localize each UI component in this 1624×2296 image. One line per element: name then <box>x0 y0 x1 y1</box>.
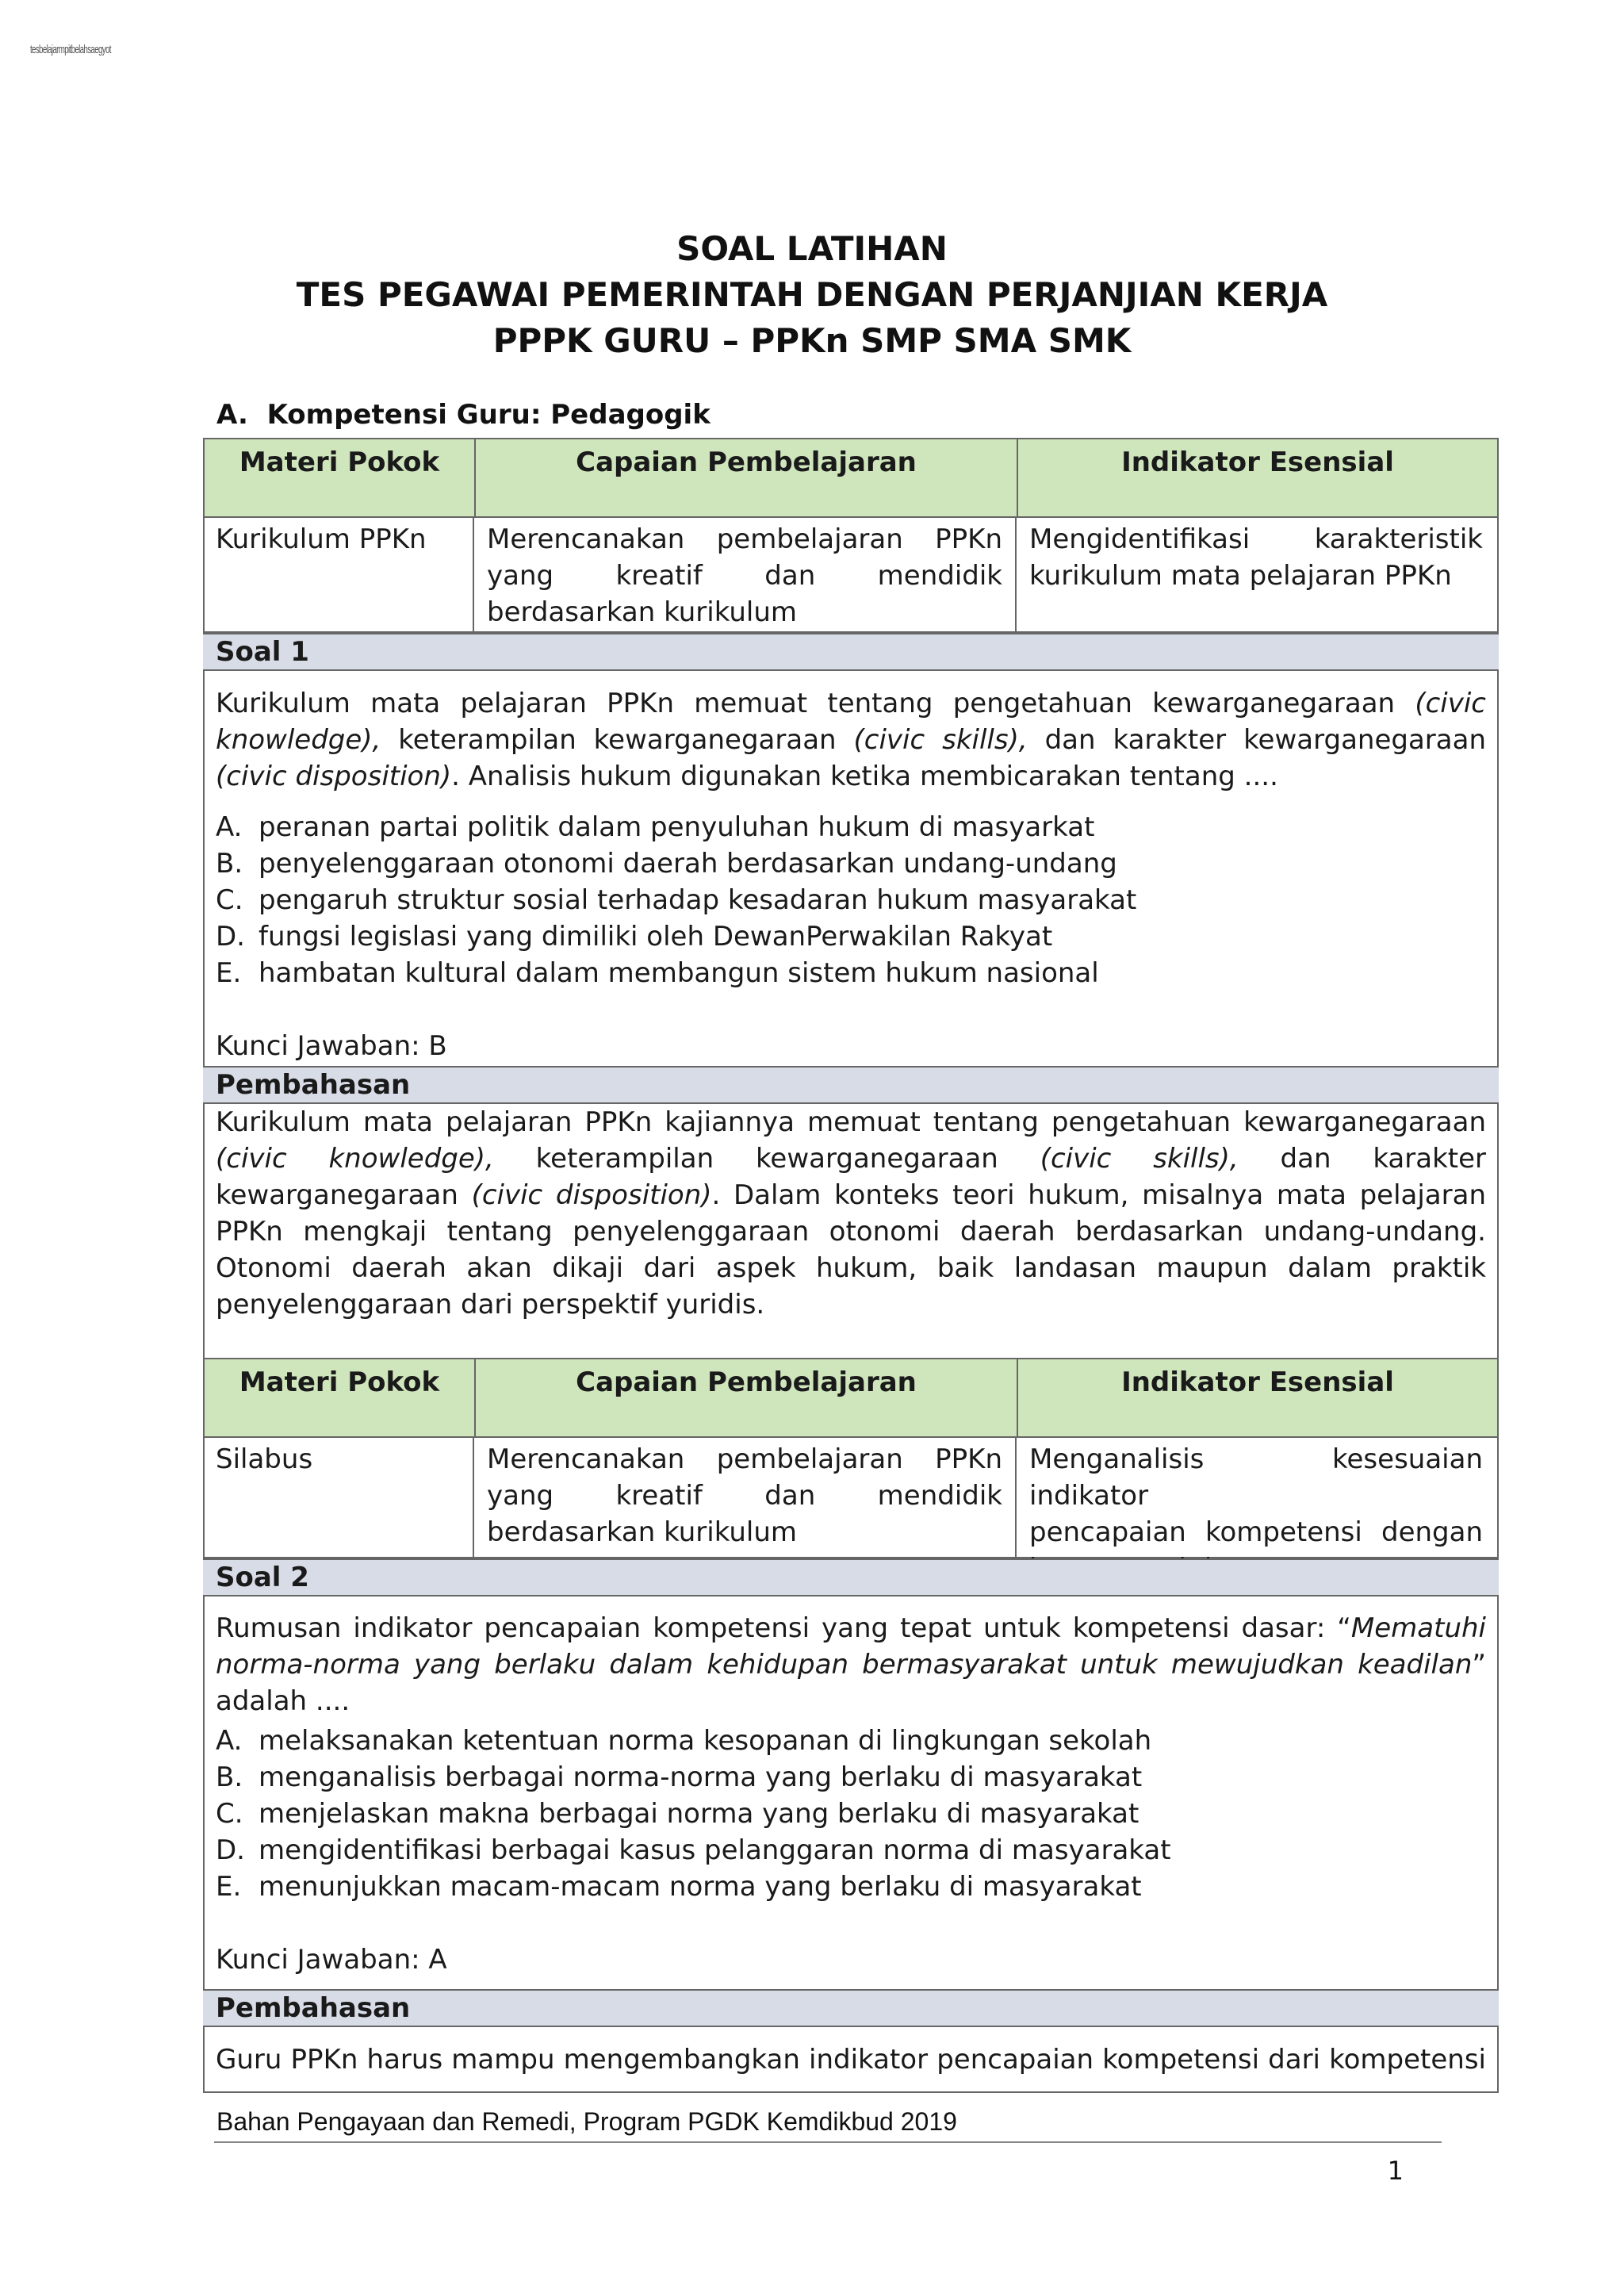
materi-pokok-value: Silabus <box>203 1438 474 1557</box>
section-title: Kompetensi Guru: Pedagogik <box>266 399 710 431</box>
footer-text: Bahan Pengayaan dan Remedi, Program PGDK Kemdikbud 2019 <box>216 2107 957 2136</box>
question-body <box>203 1610 1499 1978</box>
title-line-1: SOAL LATIHAN <box>676 229 948 268</box>
page-number: 1 <box>1387 2156 1404 2186</box>
section-heading <box>216 399 710 431</box>
list-item: C. pengaruh struktur sosial terhadap kesadaran hukum masyarakat <box>216 884 1137 916</box>
header-capaian-pembelajaran: Capaian Pembelajaran <box>476 439 1018 516</box>
answer-options <box>216 809 1486 991</box>
list-item: C. menjelaskan makna berbagai norma yang berlaku di masyarakat <box>216 1798 1139 1830</box>
list-item: B. penyelenggaraan otonomi daerah berdasarkan undang-undang <box>216 848 1117 880</box>
indikator-value: Menganalisis kesesuaian indikator pencapaian kompetensi dengan <box>1029 1443 1483 1548</box>
list-item: D. mengidentifikasi berbagai kasus pelanggaran norma di masyarakat <box>216 1834 1171 1866</box>
header-materi-pokok: Materi Pokok <box>205 1359 476 1436</box>
explanation-text: Guru PPKn harus mampu mengembangkan indikator pencapaian kompetensi dari kompetensi <box>216 2044 1486 2076</box>
explanation-body <box>203 2041 1499 2078</box>
answer-key: Kunci Jawaban: B <box>216 1030 447 1062</box>
title-line-2: TES PEGAWAI PEMERINTAH DENGAN PERJANJIAN KERJA <box>296 275 1328 314</box>
list-item: A. peranan partai politik dalam penyuluhan hukum di masyarkat <box>216 811 1095 843</box>
capaian-value: Merencanakan pembelajaran PPKn yang kreatif dan mendidik berdasarkan kurikulum <box>474 518 1017 631</box>
question-text: Rumusan indikator pencapaian kompetensi yang tepat untuk kompetensi dasar: “Mematuhi norma-norma yang berlaku dalam kehidupan bermasyarakat untuk mewujudkan keadilan” adalah .... <box>216 1612 1486 1717</box>
question-text: Kurikulum mata pelajaran PPKn memuat tentang pengetahuan kewarganegaraan (civic knowledge), keterampilan kewarganegaraan (civic skills), dan karakter kewarganegaraan (civic disposition). Analisis hukum digunakan ketika membicarakan tentang .... <box>216 688 1486 792</box>
soal-label-bar: Soal 2 <box>203 1558 1499 1596</box>
question-body <box>203 685 1499 1064</box>
table-header-row <box>203 438 1499 518</box>
list-item: E. hambatan kultural dalam membangun sistem hukum nasional <box>216 957 1099 989</box>
page-title <box>0 226 1624 364</box>
header-capaian-pembelajaran: Capaian Pembelajaran <box>476 1359 1018 1436</box>
header-indikator-esensial: Indikator Esensial <box>1121 447 1394 478</box>
title-line-3: PPPK GURU – PPKn SMP SMA SMK <box>492 321 1132 360</box>
list-item: B. menganalisis berbagai norma-norma yang berlaku di masyarakat <box>216 1761 1143 1793</box>
list-item: D. fungsi legislasi yang dimiliki oleh DewanPerwakilan Rakyat <box>216 921 1053 953</box>
table-info-row <box>203 518 1499 633</box>
footer-divider <box>214 2141 1442 2143</box>
indikator-value: Mengidentifikasi karakteristik kurikulum mata pelajaran PPKn <box>1029 523 1483 592</box>
capaian-value: Merencanakan pembelajaran PPKn yang kreatif dan mendidik berdasarkan kurikulum <box>474 1438 1017 1557</box>
answer-key: Kunci Jawaban: A <box>216 1944 447 1976</box>
header-indikator-esensial: Indikator Esensial <box>1121 1366 1394 1398</box>
list-item: E. menunjukkan macam-macam norma yang berlaku di masyarakat <box>216 1871 1142 1903</box>
list-item: A. melaksanakan ketentuan norma kesopanan di lingkungan sekolah <box>216 1725 1152 1757</box>
section-label: A. <box>216 399 248 431</box>
soal-label-bar: Soal 1 <box>203 633 1499 671</box>
materi-pokok-value: Kurikulum PPKn <box>203 518 474 631</box>
table-info-row <box>203 1438 1499 1558</box>
header-materi-pokok: Materi Pokok <box>205 439 476 516</box>
table-bottom-border <box>203 2091 1499 2093</box>
table-header-row <box>203 1358 1499 1438</box>
pembahasan-label-bar: Pembahasan <box>203 1989 1499 2027</box>
watermark-text: tesbelajarmpitbelahsaegyot <box>30 43 111 56</box>
pembahasan-label-bar: Pembahasan <box>203 1066 1499 1104</box>
answer-options <box>216 1723 1486 1905</box>
explanation-body <box>203 1104 1499 1323</box>
explanation-text: Kurikulum mata pelajaran PPKn kajiannya memuat tentang pengetahuan kewarganegaraan (civic knowledge), keterampilan kewarganegaraan (civic skills), dan karakter kewarganegaraan (civic disposition). Dalam konteks teori hukum, misalnya mata pelajaran PPKn mengkaji tentang penyelenggaraan otonomi daerah berdasarkan undang-undang. Otonomi daerah akan dikaji dari aspek hukum, baik landasan maupun dalam praktik penyelenggaraan dari perspektif yuridis. <box>216 1106 1486 1320</box>
